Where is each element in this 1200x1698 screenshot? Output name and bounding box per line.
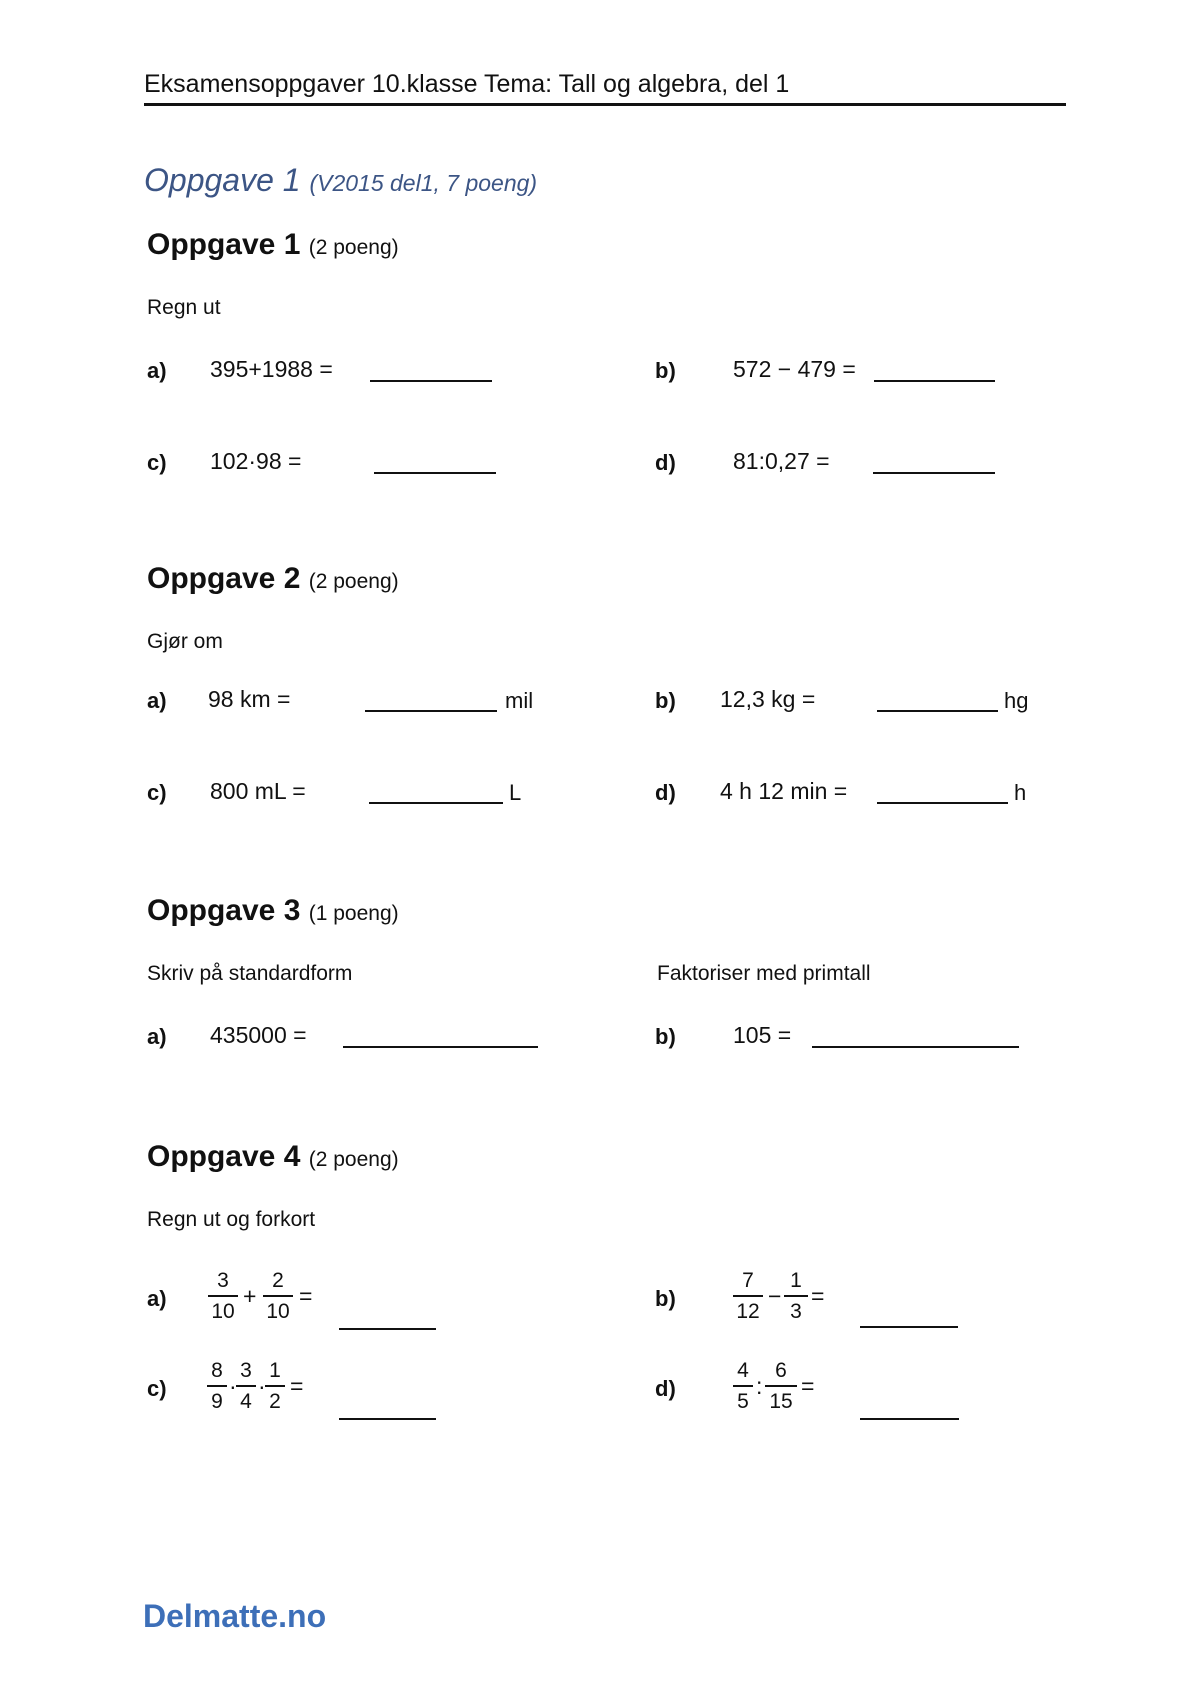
task-4-title-text: Oppgave 4: [147, 1140, 301, 1173]
task-2d-answer-blank[interactable]: [877, 802, 1008, 804]
task-1c-answer-blank[interactable]: [374, 472, 496, 474]
numerator: 7: [733, 1267, 763, 1297]
task-4a-fraction-2: [263, 1267, 293, 1327]
denominator: 3: [790, 1300, 802, 1323]
task-3-instruction-a: Skriv på standardform: [147, 962, 353, 985]
numerator: 3: [236, 1357, 256, 1387]
task-1-title-text: Oppgave 1: [147, 228, 301, 261]
numerator: 1: [784, 1267, 808, 1297]
task-4d-fraction-2: [765, 1357, 797, 1417]
task-4c-label: c): [147, 1376, 167, 1401]
page-title-text: Oppgave 1: [144, 162, 301, 198]
task-4-title: [147, 1140, 399, 1174]
task-2d-expression: 4 h 12 min =: [720, 778, 848, 804]
task-4c-fraction-3: [265, 1357, 285, 1417]
task-4d-label: d): [655, 1376, 676, 1401]
task-1b-expression: 572 − 479 =: [733, 356, 856, 382]
numerator: 2: [263, 1267, 293, 1297]
denominator: 5: [737, 1390, 749, 1413]
task-4c-fraction-2: [236, 1357, 256, 1417]
task-3b-expression: 105 =: [733, 1022, 792, 1048]
task-1d-label: d): [655, 450, 676, 475]
task-3a-expression: 435000 =: [210, 1022, 307, 1048]
numerator: 3: [208, 1267, 238, 1297]
task-4a-operator-2: =: [299, 1283, 313, 1309]
task-2b-unit: hg: [1004, 688, 1029, 713]
task-2b-answer-blank[interactable]: [877, 710, 998, 712]
task-4c-operator-1: ·: [229, 1373, 237, 1399]
task-2c-unit: L: [509, 780, 522, 805]
task-1d-expression: 81:0,27 =: [733, 448, 830, 474]
numerator: 4: [733, 1357, 753, 1387]
task-4a-fraction-1: [208, 1267, 238, 1327]
task-1c-label: c): [147, 450, 167, 475]
task-2b-expression: 12,3 kg =: [720, 686, 816, 712]
task-4b-label: b): [655, 1286, 676, 1311]
task-4b-answer-blank[interactable]: [860, 1326, 958, 1328]
denominator: 12: [736, 1300, 760, 1323]
denominator: 15: [769, 1390, 793, 1413]
task-1-points: (2 poeng): [308, 236, 399, 259]
task-4d-operator-1: :: [756, 1373, 763, 1399]
task-1-instruction: Regn ut: [147, 296, 221, 319]
task-3b-label: b): [655, 1024, 676, 1049]
task-4b-fraction-1: [733, 1267, 763, 1327]
task-3b-answer-blank[interactable]: [812, 1046, 1019, 1048]
task-2-title-text: Oppgave 2: [147, 562, 301, 595]
task-4c-fraction-1: [207, 1357, 227, 1417]
task-2c-label: c): [147, 780, 167, 805]
task-4b-operator-2: =: [811, 1283, 825, 1309]
task-1d-answer-blank[interactable]: [873, 472, 995, 474]
numerator: 8: [207, 1357, 227, 1387]
task-4d-answer-blank[interactable]: [860, 1418, 959, 1420]
task-3-points: (1 poeng): [308, 902, 399, 925]
task-4c-operator-3: =: [290, 1373, 304, 1399]
task-1a-expression: 395+1988 =: [210, 356, 333, 382]
denominator: 9: [211, 1390, 223, 1413]
task-2b-label: b): [655, 688, 676, 713]
task-2a-expression: 98 km =: [208, 686, 291, 712]
task-3a-answer-blank[interactable]: [343, 1046, 538, 1048]
task-2d-unit: h: [1014, 780, 1027, 805]
task-1b-label: b): [655, 358, 676, 383]
page-title-sub: (V2015 del1, 7 poeng): [309, 170, 538, 196]
task-3-title-text: Oppgave 3: [147, 894, 301, 927]
task-1-title: [147, 228, 399, 262]
denominator: 2: [269, 1390, 281, 1413]
denominator: 4: [240, 1390, 252, 1413]
task-1a-answer-blank[interactable]: [370, 380, 492, 382]
task-4d-operator-2: =: [801, 1373, 815, 1399]
task-4a-label: a): [147, 1286, 167, 1311]
task-3a-label: a): [147, 1024, 167, 1049]
page-header: Eksamensoppgaver 10.klasse Tema: Tall og algebra, del 1: [144, 70, 1066, 106]
task-2c-expression: 800 mL =: [210, 778, 306, 804]
task-3-instruction-b: Faktoriser med primtall: [657, 962, 871, 985]
task-2a-unit: mil: [505, 688, 534, 713]
task-2-instruction: Gjør om: [147, 630, 223, 653]
task-4a-answer-blank[interactable]: [339, 1328, 436, 1330]
task-1c-expression: 102·98 =: [210, 448, 302, 474]
task-2a-answer-blank[interactable]: [365, 710, 497, 712]
task-2d-label: d): [655, 780, 676, 805]
task-1b-answer-blank[interactable]: [874, 380, 995, 382]
task-4-instruction: Regn ut og forkort: [147, 1208, 316, 1231]
numerator: 1: [265, 1357, 285, 1387]
task-4b-fraction-2: [784, 1267, 808, 1327]
page-title: [144, 162, 537, 199]
task-4-points: (2 poeng): [308, 1148, 399, 1171]
task-4c-operator-2: ·: [258, 1373, 266, 1399]
task-2-points: (2 poeng): [308, 570, 399, 593]
task-4c-answer-blank[interactable]: [339, 1418, 436, 1420]
task-3-title: [147, 894, 399, 928]
denominator: 10: [266, 1300, 290, 1323]
numerator: 6: [765, 1357, 797, 1387]
footer-brand-logo[interactable]: Delmatte.no: [143, 1598, 327, 1634]
task-2c-answer-blank[interactable]: [369, 802, 503, 804]
task-1a-label: a): [147, 358, 167, 383]
task-2-title: [147, 562, 399, 596]
task-4a-operator-1: +: [243, 1283, 257, 1309]
denominator: 10: [211, 1300, 235, 1323]
task-4b-operator-1: −: [768, 1283, 782, 1309]
task-2a-label: a): [147, 688, 167, 713]
task-4d-fraction-1: [733, 1357, 753, 1417]
